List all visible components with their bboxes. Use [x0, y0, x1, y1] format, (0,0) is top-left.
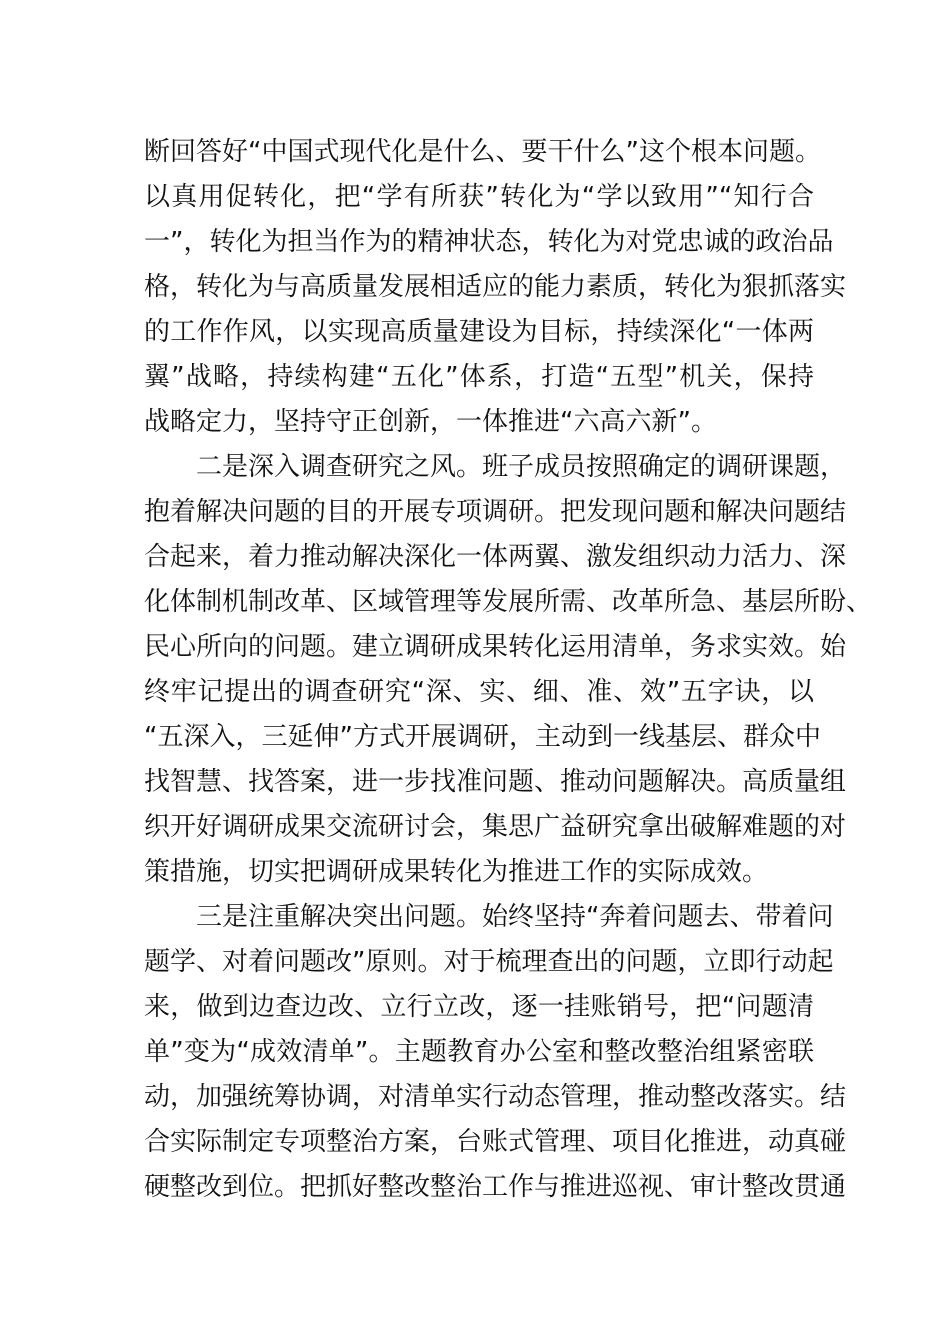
text-line: 的工作作风，以实现高质量建设为目标，持续深化“一体两 [144, 317, 814, 347]
text-line: “五深入，三延伸”方式开展调研，主动到一线基层、群众中 [144, 722, 821, 752]
text-line: 合实际制定专项整治方案，台账式管理、项目化推进，动真碰 [144, 1127, 847, 1157]
text-line: 合起来，着力推动解决深化一体两翼、激发组织动力活力、深 [144, 542, 847, 572]
text-line: 战略定力，坚持守正创新，一体推进“六高六新”。 [144, 407, 717, 437]
text-line: 格，转化为与高质量发展相适应的能力素质，转化为狠抓落实 [144, 272, 847, 302]
text-line: 题学、对着问题改”原则。对于梳理查出的问题，立即行动起 [144, 947, 834, 977]
text-line: 织开好调研成果交流研讨会，集思广益研究拿出破解难题的对 [144, 812, 847, 842]
text-line: 单”变为“成效清单”。主题教育办公室和整改整治组紧密联 [144, 1037, 814, 1067]
text-line: 断回答好“中国式现代化是什么、要干什么”这个根本问题。 [144, 137, 821, 167]
text-line: 民心所向的问题。建立调研成果转化运用清单，务求实效。始 [144, 632, 847, 662]
text-line: 硬整改到位。把抓好整改整治工作与推进巡视、审计整改贯通 [144, 1172, 847, 1202]
text-line: 找智慧、找答案，进一步找准问题、推动问题解决。高质量组 [144, 767, 847, 797]
text-line: 化体制机制改革、区域管理等发展所需、改革所急、基层所盼、 [144, 587, 873, 617]
document-body [144, 130, 873, 1210]
text-line: 翼”战略，持续构建“五化”体系，打造“五型”机关，保持 [144, 362, 814, 392]
text-line: 动，加强统筹协调，对清单实行动态管理，推动整改落实。结 [144, 1082, 847, 1112]
paragraph-2-first-line: 二是深入调查研究之风。班子成员按照确定的调研课题， [196, 452, 847, 482]
text-line: 一”，转化为担当作为的精神状态，转化为对党忠诚的政治品 [144, 227, 834, 257]
text-line: 策措施，切实把调研成果转化为推进工作的实际成效。 [144, 857, 769, 887]
text-line: 抱着解决问题的目的开展专项调研。把发现问题和解决问题结 [144, 497, 847, 527]
text-line: 来，做到边查边改、立行立改，逐一挂账销号，把“问题清 [144, 992, 814, 1022]
text-line: 终牢记提出的调查研究“深、实、细、准、效”五字诀，以 [144, 677, 814, 707]
text-line: 以真用促转化，把“学有所获”转化为“学以致用”“知行合 [144, 182, 814, 212]
paragraph-3-first-line: 三是注重解决突出问题。始终坚持“奔着问题去、带着问 [196, 902, 834, 932]
